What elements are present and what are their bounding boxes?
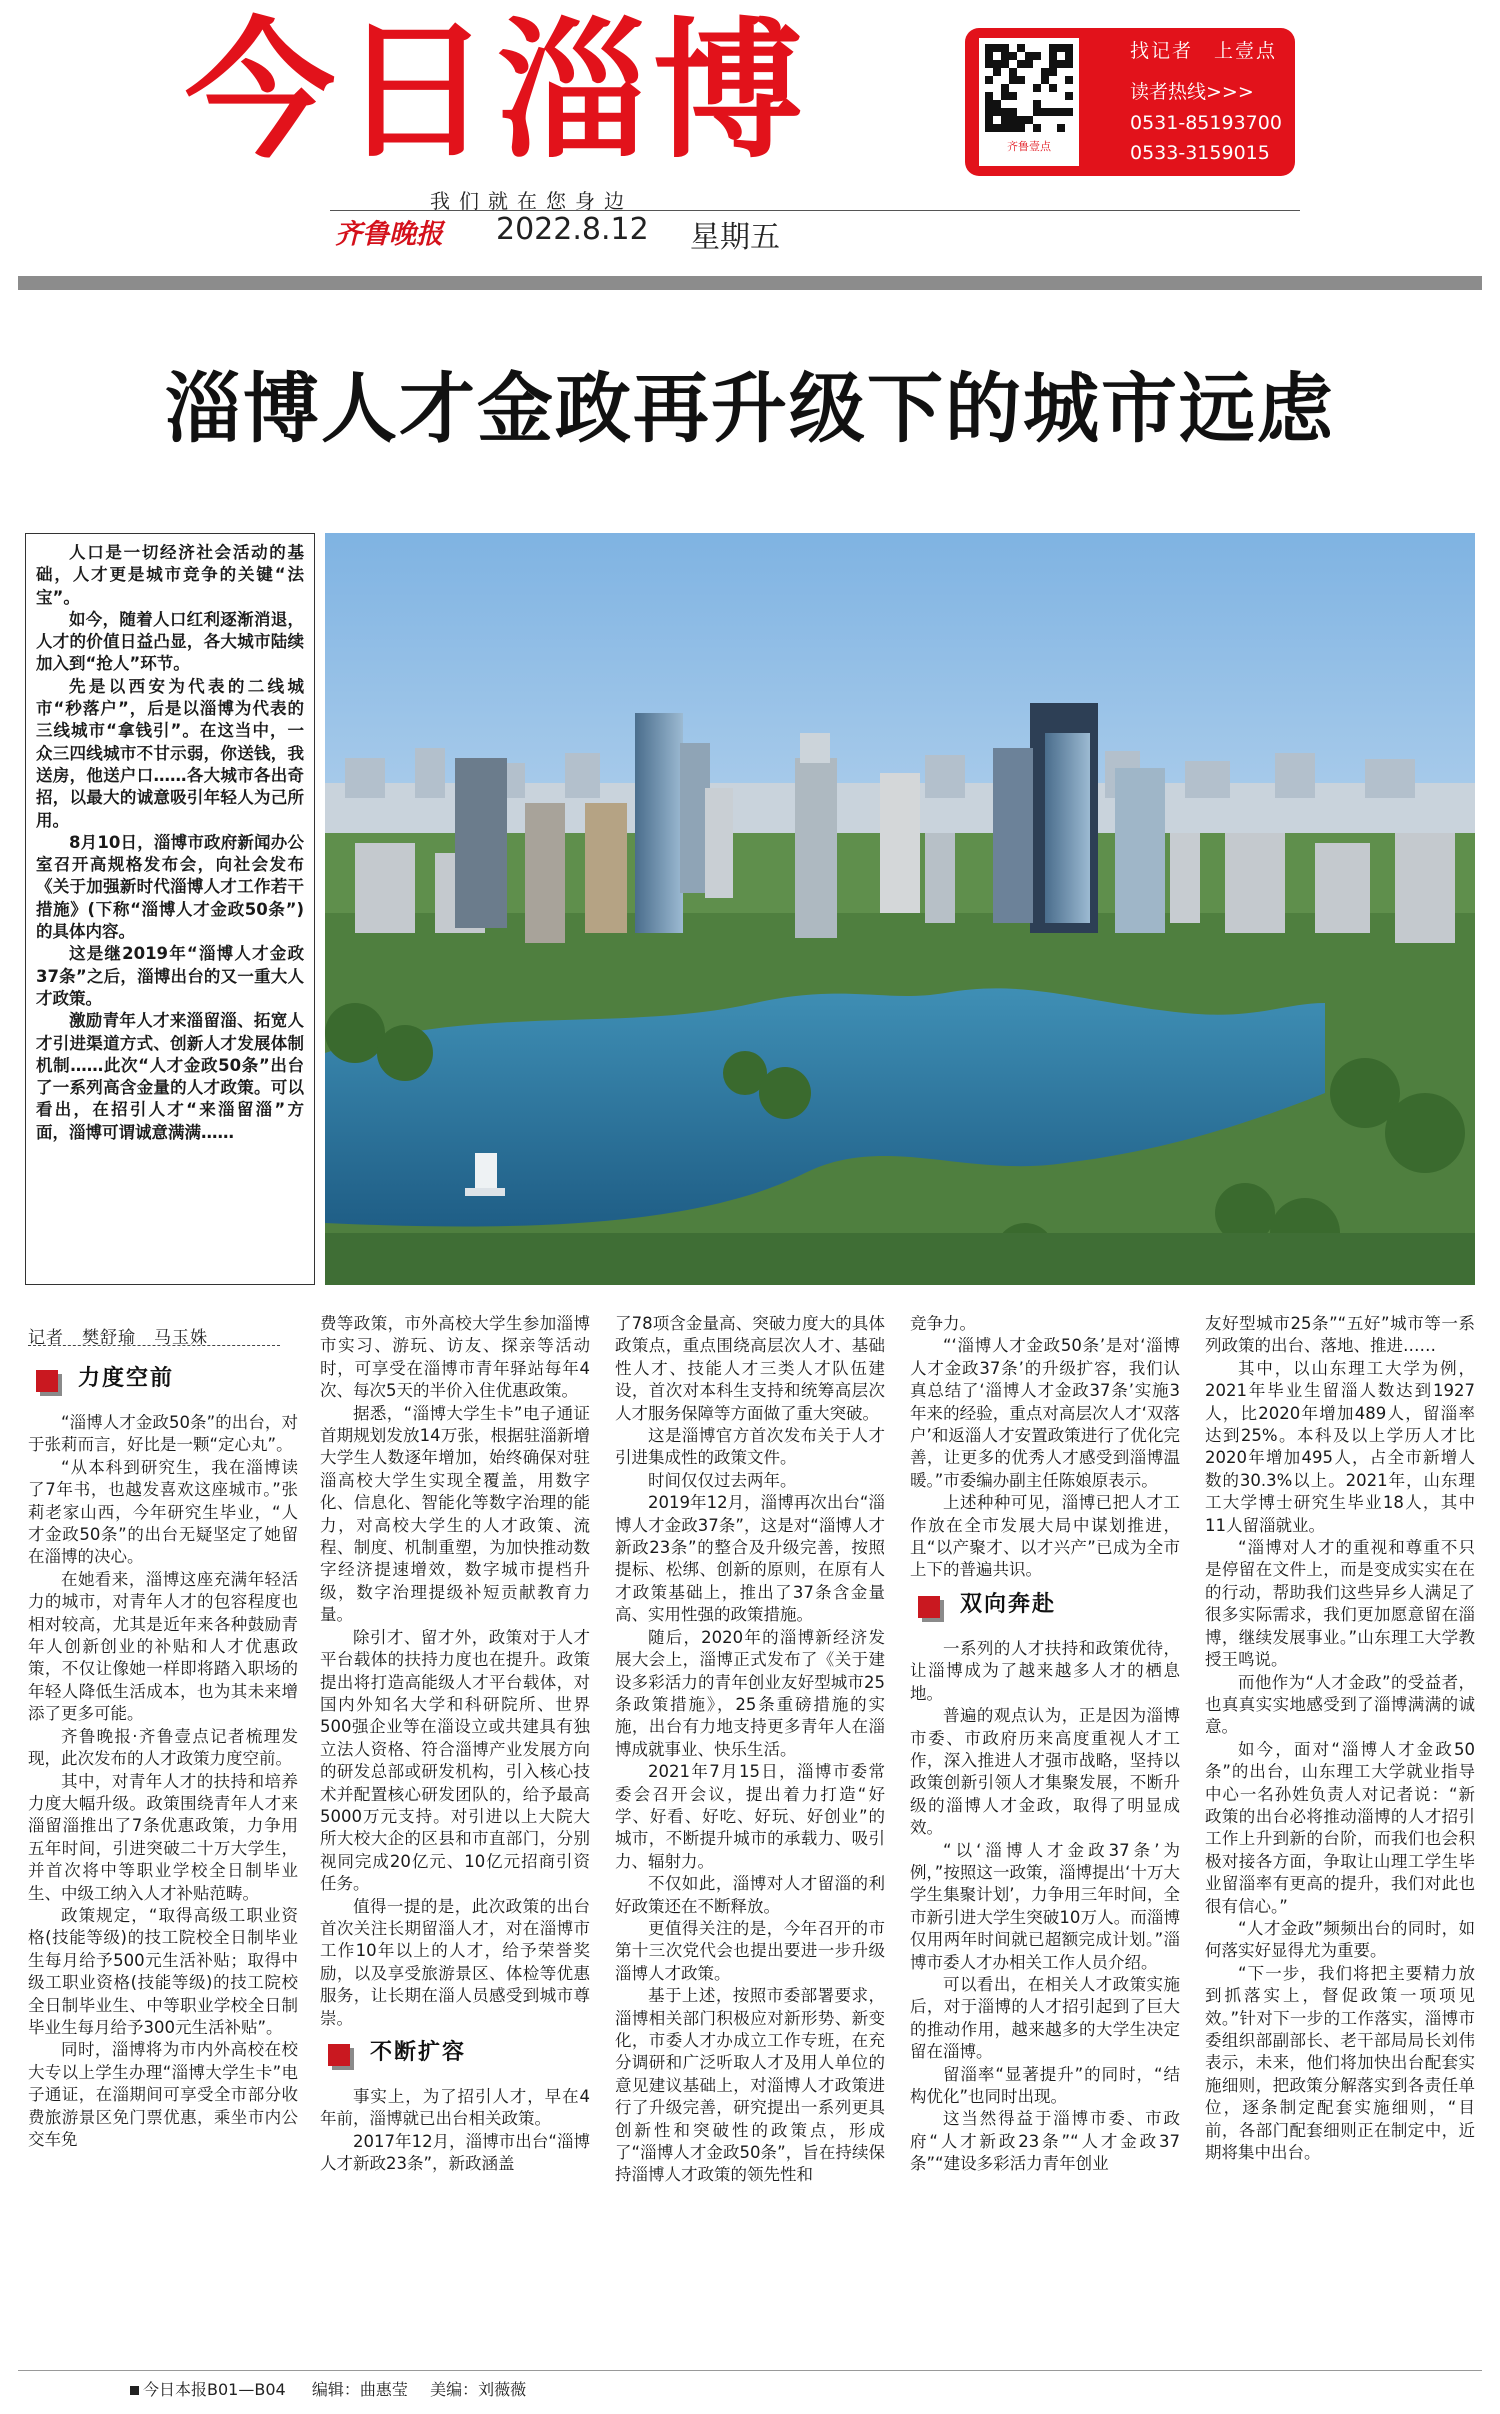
paragraph: 同时，淄博将为市内外高校在校大专以上学生办理“淄博大学生卡”电子通证，在淄期间可享受全市部分收费旅游景区免门票优惠，乘坐市内公交车免 (28, 2040, 298, 2149)
section-square-icon (328, 2044, 350, 2066)
qr-module (1057, 116, 1065, 124)
qr-caption: 齐鲁壹点 (1007, 140, 1051, 153)
paragraph: 竞争力。 (910, 1314, 976, 1333)
qr-module (1017, 92, 1025, 100)
qr-module (985, 108, 993, 116)
qr-module (1065, 100, 1073, 108)
footer-pages: 今日本报B01—B04 (143, 2380, 286, 2399)
qr-module (1009, 84, 1017, 92)
section-square-icon (36, 1370, 58, 1392)
qr-module (1025, 76, 1033, 84)
qr-module (1033, 60, 1041, 68)
paragraph: 上述种种可见，淄博已把人才工作放在全市发展大局中谋划推进，且“以产聚才、以才兴产”已成为全市上下的普遍共识。 (910, 1493, 1180, 1580)
qr-module (1001, 68, 1009, 76)
issue-date: 2022.8.12 (496, 212, 649, 247)
qr-module (1017, 84, 1025, 92)
qr-module (1049, 52, 1057, 60)
qr-module (1057, 68, 1065, 76)
qr-module (1001, 124, 1009, 132)
qr-module (1009, 92, 1017, 100)
qr-module (1057, 60, 1065, 68)
qr-module (1017, 108, 1025, 116)
paragraph: “下一步，我们将把主要精力放到抓落实上，督促政策一项项见效。”针对下一步的工作落实，淄博市委组织部副部长、老干部局局长刘伟表示，未来，他们将加快出台配套实施细则，把政策分解落实到各责任单位，逐条制定配套实施细则，“目前，各部门配套细则正在制定中，近期将集中出台。 (1205, 1963, 1475, 2163)
paragraph: 2021年7月15日，淄博市委常委会召开会议，提出着力打造“好学、好看、好吃、好玩、好创业”的城市，不断提升城市的承载力、吸引力、辐射力。 (615, 1762, 885, 1871)
qr-module (1017, 100, 1025, 108)
qr-module (1049, 84, 1057, 92)
qr-module (1057, 100, 1065, 108)
qr-module (1017, 44, 1025, 52)
column-1 (28, 1356, 298, 2151)
paragraph: 这是淄博官方首次发布关于人才引进集成性的政策文件。 (615, 1426, 885, 1468)
paragraph: 值得一提的是，此次政策的出台首次关注长期留淄人才，对在淄博市工作10年以上的人才，给予荣誉奖励，以及享受旅游景区、体检等优惠服务，让长期在淄人员感受到城市尊崇。 (320, 1896, 590, 2028)
lead-paragraph: 激励青年人才来淄留淄、拓宽人才引进渠道方式、创新人才发展体制机制……此次“人才金政50条”出台了一系列高含金量的人才政策。可以看出，在招引人才“来淄留淄”方面，淄博可谓诚意满满…… (36, 1011, 304, 1142)
qr-module (1033, 100, 1041, 108)
qr-module (1057, 92, 1065, 100)
qr-module (1001, 108, 1009, 116)
qr-module (1001, 76, 1009, 84)
footer-divider (18, 2370, 1482, 2371)
lead-paragraph: 这是继2019年“淄博人才金政37条”之后，淄博出台的又一重大人才政策。 (36, 944, 304, 1008)
qr-module (1009, 60, 1017, 68)
hotline-label: 找记者 上壹点 (1130, 40, 1278, 62)
paragraph: 更值得关注的是，今年召开的市第十三次党代会也提出要进一步升级淄博人才政策。 (615, 1918, 885, 1983)
qr-module (1033, 108, 1041, 116)
qr-module (1041, 44, 1049, 52)
paragraph: 普遍的观点认为，正是因为淄博市委、市政府历来高度重视人才工作，深入推进人才强市战略，坚持以政策创新引领人才集聚发展，不断升级的淄博人才金政，取得了明显成效。 (910, 1706, 1180, 1838)
qr-module (1041, 100, 1049, 108)
city-skyline-photo (325, 533, 1475, 1285)
paragraph: 如今，面对“淄博人才金政50条”的出台，山东理工大学就业指导中心一名孙姓负责人对记者说：“新政策的出台必将推动淄博的人才招引工作上升到新的台阶，而我们也会积极对接各方面，争取让山理工学生毕业留淄率有更高的提升，我们对此也很有信心。” (1205, 1739, 1475, 1916)
qr-module (985, 116, 993, 124)
qr-module (1057, 52, 1065, 60)
qr-module (1065, 116, 1073, 124)
paragraph: 费等政策，市外高校大学生参加淄博市实习、游玩、访友、探亲等活动时，可享受在淄博市青年驿站每年4次、每次5天的半价入住优惠政策。 (320, 1314, 590, 1401)
qr-module (1049, 124, 1057, 132)
qr-module (1001, 44, 1009, 52)
section-head-2 (320, 2036, 590, 2080)
hotline-box (965, 28, 1295, 176)
qr-code[interactable] (979, 38, 1079, 166)
paragraph: “人才金政”频频出台的同时，如何落实好显得尤为重要。 (1205, 1918, 1475, 1961)
qr-module (1057, 124, 1065, 132)
qr-module (1017, 60, 1025, 68)
paragraph: “淄博人才金政50条”的出台，对于张莉而言，好比是一颗“定心丸”。 (28, 1413, 298, 1455)
qr-module (1041, 92, 1049, 100)
qr-module (1017, 52, 1025, 60)
qr-module (993, 68, 1001, 76)
qr-module (1065, 44, 1073, 52)
paragraph: 这当然得益于淄博市委、市政府“人才新政23条”“人才金政37条”“建设多彩活力青年创业 (910, 2109, 1180, 2174)
qr-module (1009, 44, 1017, 52)
section-head-3 (910, 1588, 1180, 1632)
qr-module (1041, 108, 1049, 116)
qr-module (1049, 92, 1057, 100)
qr-module (1057, 84, 1065, 92)
qr-module (1025, 84, 1033, 92)
qr-module (1001, 116, 1009, 124)
qr-module (985, 44, 993, 52)
qr-module (1017, 76, 1025, 84)
section-head-1 (28, 1362, 298, 1406)
qr-module (1065, 108, 1073, 116)
phone-2[interactable]: 0533-3159015 (1130, 142, 1270, 164)
slogan: 我们就在您身边 (430, 189, 633, 213)
paragraph: “‘淄博人才金政50条’是对‘淄博人才金政37条’的升级扩容，我们认真总结了‘淄博人才金政37条’实施3年来的经验，重点对高层次人才‘双落户’和返淄人才安置政策进行了优化完善，让更多的优秀人才感受到淄博温暖。”市委编办副主任陈娘原表示。 (910, 1336, 1180, 1490)
qr-module (985, 60, 993, 68)
footer-editor: 编辑：曲惠莹 (311, 2380, 408, 2399)
qr-module (1033, 124, 1041, 132)
paragraph: “从本科到研究生，我在淄博读了7年书，也越发喜欢这座城市。”张莉老家山西，今年研究生毕业，“人才金政50条”的出台无疑坚定了她留在淄博的决心。 (28, 1457, 298, 1567)
paragraph: 其中，对青年人才的扶持和培养力度大幅升级。政策围绕青年人才来淄留淄推出了7条优惠政策，力争用五年时间，引进突破二十万大学生，并首次将中等职业学校全日制毕业生、中级工纳入人才补贴范畴。 (28, 1771, 298, 1903)
newspaper-title: 今日淄博 (185, 5, 810, 179)
qr-module (1017, 116, 1025, 124)
slogan-divider (330, 210, 1300, 211)
hotline-text (1130, 36, 1290, 164)
qr-module (1033, 52, 1041, 60)
footer (130, 2377, 526, 2400)
qr-module (1049, 108, 1057, 116)
qr-module (1009, 124, 1017, 132)
section-title: 不断扩容 (370, 2040, 467, 2065)
qr-module (1049, 44, 1057, 52)
qr-module (993, 100, 1001, 108)
qr-module (1001, 60, 1009, 68)
section-square-icon (918, 1596, 940, 1618)
qr-module (1041, 124, 1049, 132)
qr-module (1049, 68, 1057, 76)
qr-module (1041, 52, 1049, 60)
qr-module (1033, 84, 1041, 92)
qr-module (1049, 76, 1057, 84)
qr-module (993, 60, 1001, 68)
qr-module (1065, 84, 1073, 92)
brand-logo: 齐鲁晚报 (335, 219, 443, 250)
paragraph: 友好型城市25条”“五好”城市等一系列政策的出台、落地、推进…… (1205, 1314, 1475, 1356)
reader-hotline-label: 读者热线>>> (1130, 81, 1254, 103)
skyline-illustration (325, 533, 1475, 1285)
paragraph: 2019年12月，淄博再次出台“淄博人才金政37条”，这是对“淄博人才新政23条”的整合及升级完善，按照提标、松绑、创新的原则，在原有人才政策基础上，推出了37条含金量高、实用性强的政策措施。 (615, 1493, 885, 1625)
paragraph: 政策规定，“取得高级工职业资格(技能等级)的技工院校全日制毕业生每月给予500元生活补贴；取得中级工职业资格(技能等级)的技工院校全日制毕业生、中等职业学校全日制毕业生每月给予300元生活补贴”。 (28, 1905, 298, 2037)
qr-module (1065, 68, 1073, 76)
column-3 (615, 1313, 885, 2187)
qr-module (985, 84, 993, 92)
qr-module (985, 100, 993, 108)
section-title: 力度空前 (78, 1366, 175, 1391)
paragraph: 在她看来，淄博这座充满年轻活力的城市，对青年人才的包容程度也相对较高，尤其是近年来各种鼓励青年人创新创业的补贴和人才优惠政策，不仅让像她一样即将踏入职场的年轻人降低生活成本，也为其未来增添了更多可能。 (28, 1569, 298, 1724)
qr-module (1009, 68, 1017, 76)
paragraph: 除引才、留才外，政策对于人才平台载体的扶持力度也在提升。政策提出将打造高能级人才平台载体，对国内外知名大学和科研院所、世界500强企业等在淄设立或共建具有独立法人资格、符合淄博产业发展方向的研发总部或研发机构，引入核心技术并配置核心研发团队的，给予最高5000万元支持。对引进以上大院大所大校大企的区县和市直部门，分别视同完成20亿元、10亿元招商引资任务。 (320, 1627, 590, 1894)
qr-module (993, 44, 1001, 52)
paragraph: 而他作为“人才金政”的受益者，也真真实实地感受到了淄博满满的诚意。 (1205, 1672, 1475, 1737)
qr-module (1009, 108, 1017, 116)
qr-module (1033, 68, 1041, 76)
qr-module (1065, 124, 1073, 132)
paragraph: 留淄率“显著提升”的同时，“结构优化”也同时出现。 (910, 2064, 1180, 2106)
qr-module (1025, 44, 1033, 52)
qr-module (1057, 76, 1065, 84)
qr-module (985, 68, 993, 76)
qr-module (1025, 108, 1033, 116)
lead-paragraph: 先是以西安为代表的二线城市“秒落户”，后是以淄博为代表的三线城市“拿钱引”。在这当中，一众三四线城市不甘示弱，你送钱，我送房，他送户口……各大城市各出奇招，以最大的诚意吸引年轻人为己所用。 (36, 676, 304, 830)
column-4 (910, 1313, 1180, 2176)
qr-module (1001, 52, 1009, 60)
qr-module (1049, 116, 1057, 124)
qr-module (1041, 84, 1049, 92)
qr-module (1017, 68, 1025, 76)
qr-module (1017, 124, 1025, 132)
qr-module (1001, 100, 1009, 108)
qr-module (1041, 68, 1049, 76)
qr-module (1057, 108, 1065, 116)
qr-module (993, 52, 1001, 60)
qr-module (985, 92, 993, 100)
qr-module (985, 76, 993, 84)
qr-module (993, 76, 1001, 84)
issue-weekday: 星期五 (690, 220, 780, 255)
masthead-bar (18, 276, 1482, 290)
paragraph: “淄博对人才的重视和尊重不只是停留在文件上，而是变成实实在在的行动，帮助我们这些异乡人满足了很多实际需求，我们更加愿意留在淄博，继续发展事业。”山东理工大学教授王鸣说。 (1205, 1538, 1475, 1670)
paragraph: 基于上述，按照市委部署要求，淄博相关部门积极应对新形势、新变化，市委人才办成立工作专班，在充分调研和广泛听取人才及用人单位的意见建议基础上，对淄博人才政策进行了升级完善，研究提出一系列更具创新性和突破性的政策点，形成了“淄博人才金政50条”，旨在持续保持淄博人才政策的领先性和 (615, 1986, 885, 2185)
qr-module (1065, 52, 1073, 60)
paragraph: “以‘淄博人才金政37条’为例，”按照这一政策，淄博提出‘十万大学生集聚计划’，力争用三年时间，全市新引进大学生突破10万人。而淄博仅用两年时间就已超额完成计划。”淄博市委人才办相关工作人员介绍。 (910, 1840, 1180, 1972)
qr-module (1025, 52, 1033, 60)
qr-module (1065, 76, 1073, 84)
qr-module (1041, 116, 1049, 124)
qr-module (1065, 60, 1073, 68)
lead-paragraph: 如今，随着人口红利逐渐消退，人才的价值日益凸显，各大城市陆续加入到“抢人”环节。 (36, 609, 304, 674)
qr-module (1057, 44, 1065, 52)
paragraph: 了78项含金量高、突破力度大的具体政策点，重点围绕高层次人才、基础性人才、技能人才三类人才队伍建设，首次对本科生支持和统筹高层次人才服务保障等方面做了重大突破。 (615, 1314, 885, 1423)
section-title: 双向奔赴 (960, 1591, 1057, 1617)
qr-module (1065, 92, 1073, 100)
qr-module (985, 52, 993, 60)
qr-module (1025, 124, 1033, 132)
lead-paragraph: 8月10日，淄博市政府新闻办公室召开高规格发布会，向社会发布《关于加强新时代淄博人才工作若干措施》(下称“淄博人才金政50条”)的具体内容。 (36, 832, 304, 942)
qr-module (1041, 60, 1049, 68)
qr-module (993, 124, 1001, 132)
headline: 淄博人才金政再升级下的城市远虑 (165, 364, 1335, 453)
footer-square-icon (130, 2386, 139, 2395)
qr-module (1025, 100, 1033, 108)
qr-module (1049, 100, 1057, 108)
qr-module (1001, 92, 1009, 100)
qr-module (1041, 76, 1049, 84)
qr-module (1033, 44, 1041, 52)
qr-module (1033, 116, 1041, 124)
qr-module (985, 124, 993, 132)
byline-divider (28, 1345, 280, 1346)
column-2 (320, 1313, 590, 2176)
qr-module (1033, 76, 1041, 84)
qr-module (1049, 60, 1057, 68)
qr-module (993, 116, 1001, 124)
qr-module (1009, 76, 1017, 84)
qr-module (1001, 84, 1009, 92)
qr-module (1009, 100, 1017, 108)
qr-module (993, 92, 1001, 100)
qr-module (1033, 92, 1041, 100)
paragraph: 一系列的人才扶持和政策优待，让淄博成为了越来越多人才的栖息地。 (910, 1638, 1180, 1703)
qr-module (1025, 116, 1033, 124)
paragraph: 2017年12月，淄博市出台“淄博人才新政23条”，新政涵盖 (320, 2131, 590, 2174)
masthead (0, 0, 1500, 290)
phone-1[interactable]: 0531-85193700 (1130, 112, 1282, 134)
qr-module (1025, 68, 1033, 76)
qr-module (1025, 60, 1033, 68)
footer-designer: 美编：刘薇薇 (430, 2380, 527, 2399)
qr-module (993, 84, 1001, 92)
paragraph: 事实上，为了招引人才，早在4年前，淄博就已出台相关政策。 (320, 2087, 590, 2129)
paragraph: 其中，以山东理工大学为例，2021年毕业生留淄人数达到1927人，比2020年增加489人，留淄率达到25%。本科及以上学历人才比2020年增加495人，占全市新增人数的30.3%以上。2021年，山东理工大学博士研究生毕业18人，其中11人留淄就业。 (1205, 1358, 1475, 1535)
qr-module (1025, 92, 1033, 100)
lead-box (25, 533, 315, 1285)
paragraph: 据悉，“淄博大学生卡”电子通证首期规划发放14万张，根据驻淄新增大学生人数逐年增加，始终确保对驻淄高校大学生实现全覆盖，用数字化、信息化、智能化等数字治理的能力，对高校大学生的人才政策、流程、制度、机制重塑，为加快推动数字经济提速增效，数字城市提档升级，数字治理提级补短贡献教育力量。 (320, 1403, 590, 1625)
column-5 (1205, 1313, 1475, 2164)
paragraph: 可以看出，在相关人才政策实施后，对于淄博的人才招引起到了巨大的推动作用，越来越多的大学生决定留在淄博。 (910, 1974, 1180, 2062)
qr-module (1009, 116, 1017, 124)
paragraph: 不仅如此，淄博对人才留淄的利好政策还在不断释放。 (615, 1874, 885, 1916)
byline: 记者 樊舒瑜 马玉姝 (28, 1328, 208, 1348)
qr-module (993, 108, 1001, 116)
qr-code-pattern (985, 44, 1073, 132)
paragraph: 齐鲁晚报·齐鲁壹点记者梳理发现，此次发布的人才政策力度空前。 (28, 1726, 298, 1769)
qr-module (1009, 52, 1017, 60)
lead-paragraph: 人口是一切经济社会活动的基础，人才更是城市竞争的关键“法宝”。 (36, 543, 304, 607)
paragraph: 时间仅仅过去两年。 (648, 1470, 797, 1490)
paragraph: 随后，2020年的淄博新经济发展大会上，淄博正式发布了《关于建设多彩活力的青年创业友好型城市25条政策措施》，25条重磅措施的实施，出台有力地支持更多青年人在淄博成就事业、快乐生活。 (615, 1627, 885, 1759)
